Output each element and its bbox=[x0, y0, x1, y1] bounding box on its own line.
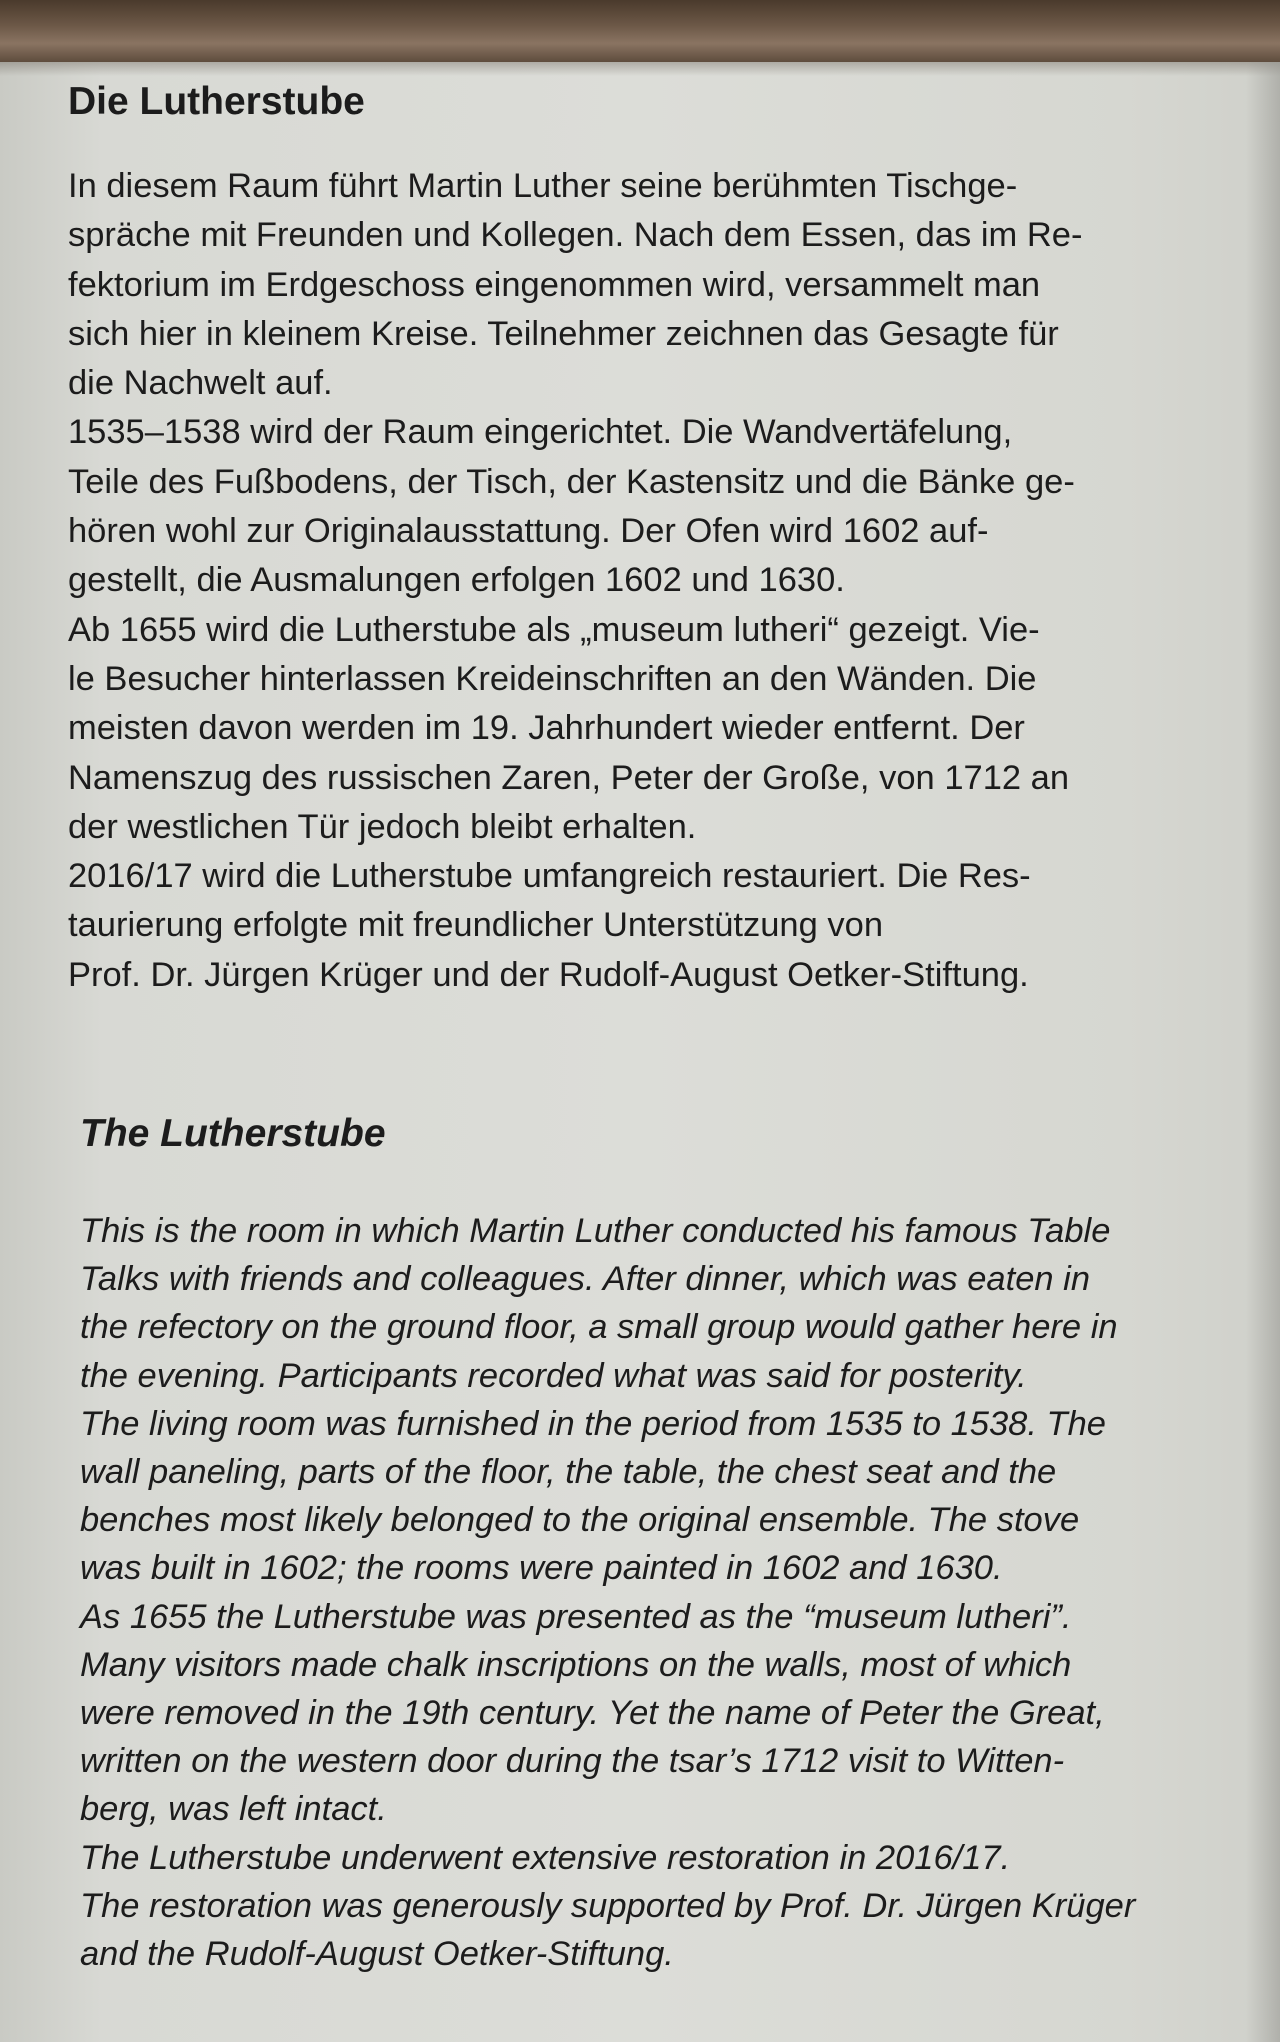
german-heading: Die Lutherstube bbox=[68, 80, 365, 123]
english-heading: The Lutherstube bbox=[80, 1112, 386, 1155]
english-body-text: This is the room in which Martin Luther conducted his famous Table Talks with friends and colleagues. After dinner, which was eaten in the refectory on the ground floor, a small group would gather here in the evening. Participants recorded what was said for posterity. The living room was furnished in the period from 1535 to 1538. The wall paneling, parts of the floor, the table, the chest seat and the benches most likely belonged to the original ensemble. The stove was built in 1602; the rooms were painted in 1602 and 1630. As 1655 the Lutherstube was presented as the “museum lutheri”. Many visitors made chalk inscriptions on the walls, most of which were removed in the 19th century. Yet the name of Peter the Great, written on the western door during the tsar’s 1712 visit to Witten- berg, was left intact. The Lutherstube underwent extensive restoration in 2016/17. The restoration was generously supported by Prof. Dr. Jürgen Krüger and the Rudolf-August Oetker-Stiftung. bbox=[80, 1212, 1136, 1974]
panel-right-edge bbox=[1246, 62, 1280, 2042]
wooden-frame-top bbox=[0, 0, 1280, 62]
german-section bbox=[68, 72, 1218, 1000]
german-body-text: In diesem Raum führt Martin Luther seine berühmten Tischge- spräche mit Freunden und Kollegen. Nach dem Essen, das im Re- fektorium im Erdgeschoss eingenommen wird, versammelt man sich hier in kleinem Kreise. Teilnehmer zeichnen das Gesagte für die Nachwelt auf. 1535–1538 wird der Raum eingerichtet. Die Wandvertäfelung, Teile des Fußbodens, der Tisch, der Kastensitz und die Bänke ge- hören wohl zur Originalausstattung. Der Ofen wird 1602 auf- gestellt, die Ausmalungen erfolgen 1602 und 1630. Ab 1655 wird die Lutherstube als „museum lutheri“ gezeigt. Vie- le Besucher hinterlassen Kreideinschriften an den Wänden. Die meisten davon werden im 19. Jahrhundert wieder entfernt. Der Namenszug des russischen Zaren, Peter der Große, von 1712 an der westlichen Tür jedoch bleibt erhalten. 2016/17 wird die Lutherstube umfangreich restauriert. Die Res- taurierung erfolgte mit freundlicher Unterstützung von Prof. Dr. Jürgen Krüger und der Rudolf-August Oetker-Stiftung. bbox=[68, 167, 1083, 994]
